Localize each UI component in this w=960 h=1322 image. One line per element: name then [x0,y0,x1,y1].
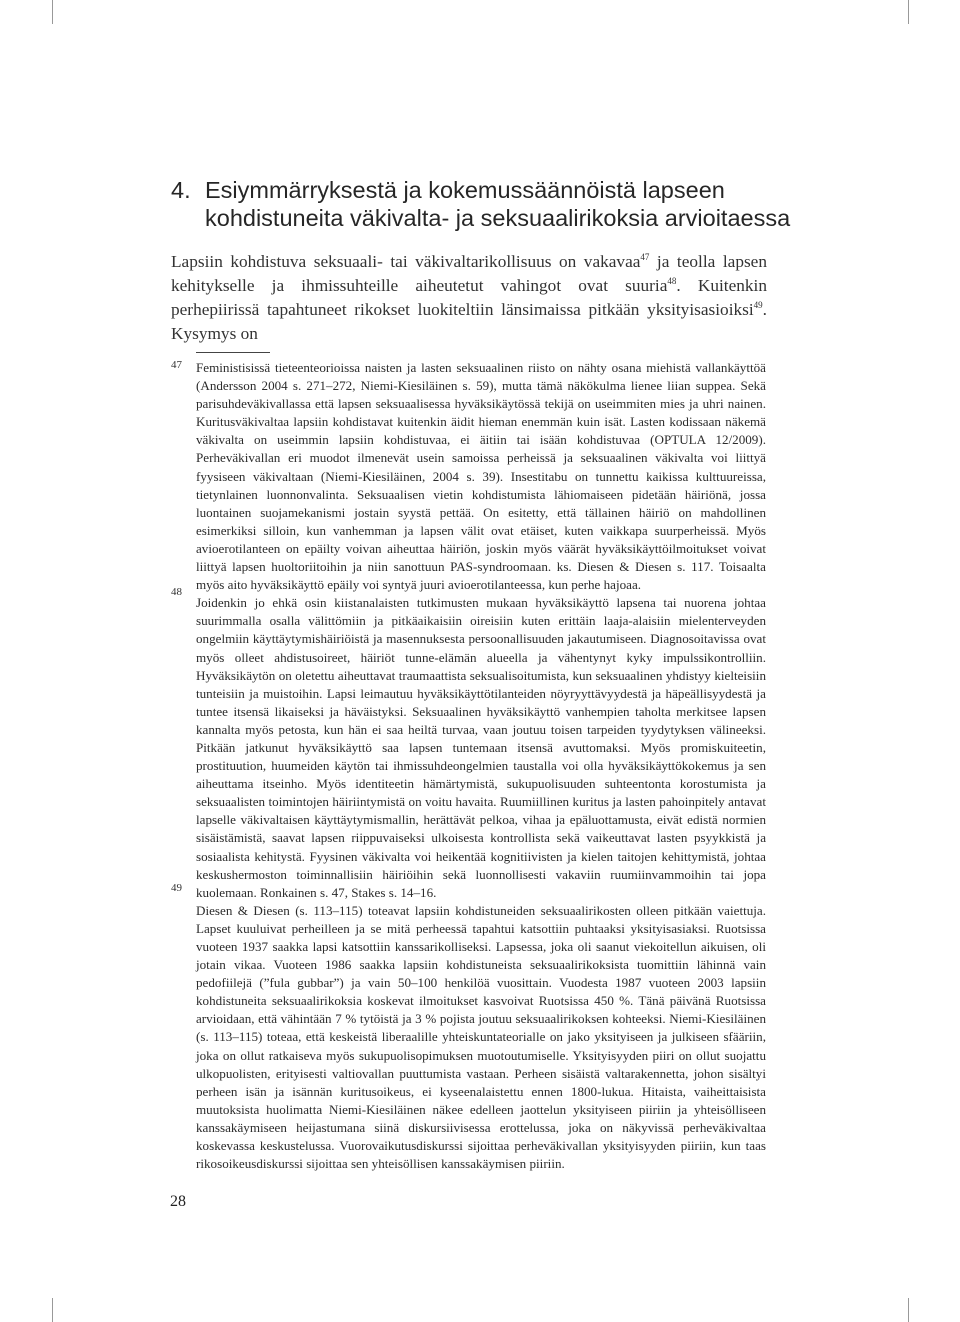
footnote-number-47: 47 [171,359,182,371]
section-title [205,176,795,232]
crop-mark-top-left [52,0,53,24]
footnote-number-49: 49 [171,882,182,894]
footnote-47-text: Feministisissä tieteenteorioissa naisten ja lasten seksuaalinen riisto on nähty osana miehistä vallankäyttöä (Andersson 2004 s. 271–272, Niemi-Kiesiläinen s. 59), mutta tämä näkökulma lienee liian suppea. Sekä parisuhdeväkivallassa että lapsen seksuaalisessa hyväksikäytössä tekijä on useimmiten mies ja uhri nainen. Kuritusväkivaltaa lapsiin kohdistavat kuitenkin äidit hieman enemmän kuin isät. Lasten kodissaan näkemä väkivalta on useimmin lapsiin kohdistuvaa, ei äitiin tai isään kohdistuvaa (OPTULA 12/2009). Perheväkivallan eri muodot ilmenevät usein samoissa perheissä ja seksuaalinen väkivalta voi liittyä fyysiseen väkivaltaan (Niemi-Kiesiläinen, 2004 s. 39). Insestitabu on tunnettu kaikissa kulttuureissa, tietynlainen luonnonvalinta. Seksuaalisen vietin kohdistumista lähiomaiseen pidetään häiriönä, jossa luontainen suojamekanismi jostain syystä pettää. On esitetty, että tällainen häiriö on mahdollinen esimerkiksi silloin, kun vanhemman ja lapsen välit ovat etäiset, kuten vaikkapa suurperheissä. Myös avioerotilanteen on epäilty voivan aiheuttaa häiriön, joskin myös väärät hyväksikäyttöilmoitukset voivat liittyä lapsen huoltoriitoihin ja niin sanottuun PAS-syndroomaan. ks. Diesen & Diesen s. 117. Toisaalta myös aito hyväksikäyttö epäily voi syntyä juuri avioerotilanteessa, kun perhe hajoaa. [196,360,766,593]
footnote-48-text: Joidenkin jo ehkä osin kiistanalaisten tutkimusten mukaan hyväksikäyttö lapsena tai nuorena johtaa suurimmalla osalla välittömiin ja pitkäaikaisiin oireisiin kuten erittäin laaja-alaisiin mielenterveyden ongelmiin käyttäytymishäiriöistä ja masennuksesta persoonallisuuden jakautumiseen. Diagnosoitavissa ovat myös olleet ahdistusoireet, häiriöt tunne-elämän alueella ja vähentynyt kyky impulssikontrolliin. Hyväksikäytön on oletettu aiheuttavat traumaattista seksualisoitumista, kun seksuaalinen yhdistyy kielteisiin tunteisiin ja muistoihin. Lapsi leimautuu hyväksikäyttötilanteiden nöyryyttävyydestä ja häpeällisyydestä ja tuntee itsensä likaiseksi ja häväistyksi. Seksuaalinen hyväksikäyttö vanhempien taholta merkitsee lapsen kannalta myös petosta, kun hän ei saa heiltä turvaa, vaan joutuu toisen tarpeiden tyydytyksen välineeksi. Pitkään jatkunut hyväksikäyttö saa lapsen tuntemaan itsensä avuttomaksi. Myös promiskuiteetin, prostituution, huumeiden käytön tai ihmissuhdeongelmien taustalla voi olla hyväksikäyttökokemus ja sen aiheuttama itseinho. Myös identiteetin hämärtymistä, sukupuolisuuden suhteentonta korostumista ja seksuaalisten toimintojen häiriintymistä on voitu havaita. Ruumiillinen kuritus ja lasten pahoinpitely antavat lapselle väkivaltaisen käyttäytymismallin, herättävät pelkoa, vihaa ja epäluottamusta, eivät edistä normien sisäistämistä, saavat lapsen riippuvaiseksi ulkoisesta kontrollista sekä vaikeuttavat lasten psyykkistä ja sosiaalista kehitystä. Fyysinen väkivalta voi heikentää kognitiivisten ja kielen taitojen kehittymistä, johtaa keskushermoston toiminnallisiin häiriöihin sekä luonnollisesti vakaviin ruumiinvammoihin tai jopa kuolemaan. Ronkainen s. 47, Stakes s. 14–16. [196,595,766,900]
footnote-49-text: Diesen & Diesen (s. 113–115) toteavat lapsiin kohdistuneiden seksuaalirikosten olleen pitkään vaiettuja. Lapset kuuluivat perheilleen ja se mitä perheessä tapahtui katsottiin puhtaaksi yksityisasiaksi. Ruotsissa vuoteen 1937 saakka lapsi katsottiin kanssarikolliseksi. Lapsessa, joka oli saanut viekoitellun aikuisen, oli jotain vikaa. Vuoteen 1986 saakka lapsiin kohdistuneista seksuaalirikoksista tuomittiin lähinnä vain pedofiilejä (”fula gubbar”) ja vain 50–100 henkilöä vuosittain. Vuodesta 1987 vuoteen 2003 lapsiin kohdistuneita seksuaalirikoksia koskevat ilmoitukset kasvoivat Ruotsissa 450 %. Tänä päivänä Ruotsissa arvioidaan, että vähintään 7 % tytöistä ja 3 % pojista joutuu seksuaalirikoksen kohteeksi. Niemi-Kiesiläinen (s. 113–115) toteaa, että keskeistä liberaalille yhteiskuntateorialle on jako yksityiseen ja julkiseen sfääriin, joka on ollut ratkaiseva myös sukupuolisopimuksen muotoutumiselle. Yksityisyyden piiri on ollut suojattu ulkopuolisten, erityisesti valtiovallan puuttumista vastaan. Perheen sisäistä valtarakennetta, johon sisältyi perheen isän ja isännän kuritusoikeus, ei kyseenalaistettu ennen 1800-lukua. Hitaista, vaiheittaisista muutoksista huolimatta Niemi-Kiesiläinen näkee edelleen jaottelun yksityiseen piiriin ja yhteisölliseen kanssakäymiseen heijastumana siinä diskursiivisessa erottelussa, joka on näkyvissä perheväkivaltaa koskevassa keskustelussa. Vuorovaikutusdiskurssi sijoittaa perheväkivallan yksityisyyden piiriin, kun taas rikosoikeusdiskurssi sijoittaa sen yhteisöllisen kanssakäymisen piiriin. [196,902,766,1172]
footnote-ref-47[interactable]: 47 [640,252,650,262]
page-number: 28 [170,1193,186,1210]
section-title-line1: Esiymmärryksestä ja kokemussäännöistä lapseen [205,177,725,203]
footnote-separator [196,352,270,353]
body-text-d: . Kysymys on [171,300,767,343]
footnote-ref-48[interactable]: 48 [667,276,677,286]
crop-mark-top-right [908,0,909,24]
section-number: 4. [171,177,191,203]
body-paragraph [171,250,767,346]
footnote-number-48: 48 [171,586,182,598]
body-text-a: Lapsiin kohdistuva seksuaali- tai väkivaltarikollisuus on vakavaa [171,252,641,271]
footnotes [196,359,766,1173]
footnote-ref-49[interactable]: 49 [753,300,763,310]
crop-mark-bottom-left [52,1298,53,1322]
body-text-c: . Kuitenkin perhepiirissä tapahtuneet rikokset luokiteltiin länsimaissa pitkään yksityisasioiksi [171,276,767,319]
crop-mark-bottom-right [908,1298,909,1322]
section-title-line2: kohdistuneita väkivalta- ja seksuaalirikoksia arvioitaessa [205,205,791,231]
body-text-b: ja teolla lapsen kehitykselle ja ihmissuhteille aiheutetut vahingot ovat suuria [171,252,767,295]
